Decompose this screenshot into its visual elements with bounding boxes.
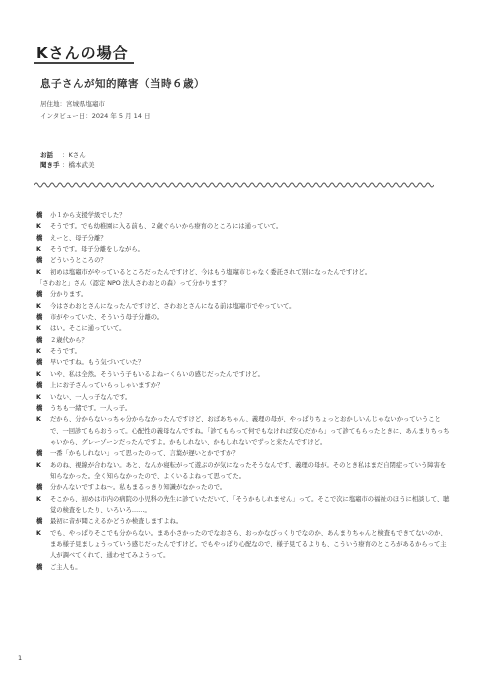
dialogue-text: そこから、初めは市内の病院の小児科の先生に診ていただいて、「そうかもしれません」って。そこで次に塩竈市の福祉のほうに相談して、聴覚の検査をしたり、いろいろ……。: [50, 495, 450, 514]
dialogue-line: [36, 392, 450, 403]
dialogue-text: 最初に音が聞こえるかどうか検査しますよね。: [50, 518, 183, 526]
dialogue-line: [36, 448, 450, 459]
speaker-label: 橋: [36, 257, 43, 265]
speaker-label: K: [36, 393, 41, 401]
dialogue-line: [36, 403, 450, 414]
dialogue-text: 分かんないですよね～。私もまるっきり知識がなかったので。: [50, 484, 227, 492]
speaker-label: K: [36, 529, 41, 537]
dialogue-line: [36, 369, 450, 380]
dialogue-text: ご主人も。: [50, 563, 82, 571]
speaker-label: 橋: [36, 314, 43, 322]
dialogue-line: [36, 210, 450, 221]
speaker-label: K: [36, 268, 41, 276]
dialogue-text: ２歳代から？: [50, 336, 88, 344]
dialogue-text: 一番「かもしれない」って思ったのって、言葉が遅いとかですか？: [50, 450, 239, 458]
dialogue-text: はい。そこに通っていて。: [50, 325, 126, 333]
speaker-label: 橋: [36, 518, 43, 526]
dialogue-line: [36, 346, 450, 357]
speaker-label: 橋: [36, 336, 43, 344]
dialogue-line: [36, 267, 450, 278]
dialogue-text: そうです。母子分離をしながら。: [50, 246, 144, 254]
speaker-label: K: [36, 302, 41, 310]
speaker-label: K: [36, 416, 41, 424]
dialogue-line: [36, 244, 450, 255]
dialogue-text: そうです。でも幼稚園に入る前も、２歳ぐらいから療育のところには通っていて。: [50, 223, 283, 231]
dialogue-line: [36, 494, 450, 517]
dialogue-text: 市がやっていた、そういう母子分離の。: [50, 314, 164, 322]
speaker-label: 橋: [36, 404, 43, 412]
dialogue-line: [36, 289, 450, 300]
dialogue-transcript: [36, 210, 450, 573]
dialogue-line: [36, 516, 450, 527]
dialogue-text: どういうところの？: [50, 257, 107, 265]
dialogue-line: [36, 380, 450, 391]
dialogue-line: [36, 278, 450, 289]
speaker-label: 橋: [36, 212, 43, 219]
residence-text: 居住地：宮城県塩竈市: [40, 100, 105, 108]
talker-row: [40, 150, 95, 160]
page-subtitle: 息子さんが知的障害（当時６歳）: [40, 78, 205, 90]
listener-row: [40, 160, 95, 170]
listener-label: 聞き手: [40, 161, 60, 169]
dialogue-text: うちも一緒です。一人っ子。: [50, 404, 132, 412]
dialogue-line: [36, 482, 450, 493]
title-underline: [34, 62, 134, 64]
dialogue-text: いや、私は全然。そういう子もいるよねーくらいの感じだったんですけど。: [50, 370, 264, 378]
speaker-label: 橋: [36, 359, 43, 367]
dialogue-line: [36, 233, 450, 244]
dialogue-text: 今はさわおとさんになったんですけど、さわおとさんになる前は塩竈市でやっていて。: [50, 302, 296, 310]
interview-date-text: インタビュー日：2024 年 5 月 14 日: [40, 112, 151, 120]
dialogue-text: そうです。: [50, 348, 81, 356]
dialogue-text: いない、一人っ子なんです。: [50, 393, 132, 401]
dialogue-line: [36, 255, 450, 266]
dialogue-line: [36, 221, 450, 232]
speaker-info: [40, 150, 95, 170]
speaker-label: 橋: [36, 291, 43, 299]
dialogue-text: 早いですね。もう気づいていた？: [50, 359, 145, 367]
dialogue-line: [36, 528, 450, 562]
dialogue-text: でも、やっぱりそこでも分からない。まあ小さかったのでなおさら、おっかなびっくりでなのか、あんまりちゃんと検査もできてないのか、まあ様子見ましょうっていう感じだったんですけど。でもやっぱり心配なので、様子見てるよりも、こういう療育のところがあるからって主人が調べてくれて、通わせてみようって。: [50, 529, 447, 560]
dialogue-line: [36, 460, 450, 483]
page-title: Kさんの場合: [36, 44, 129, 62]
dialogue-line: [36, 414, 450, 448]
speaker-label: K: [36, 246, 41, 254]
wavy-divider: [34, 180, 434, 190]
dialogue-line: [36, 357, 450, 368]
dialogue-line: [36, 335, 450, 346]
dialogue-text: 分かります。: [50, 291, 88, 299]
dialogue-line: [36, 312, 450, 323]
dialogue-text: 小１から支援学級でした？: [50, 212, 126, 219]
speaker-label: K: [36, 370, 41, 378]
speaker-label: 橋: [36, 234, 43, 242]
speaker-label: K: [36, 223, 41, 231]
speaker-label: 橋: [36, 484, 43, 492]
talker-label: お話: [40, 151, 53, 159]
speaker-label: K: [36, 461, 41, 469]
speaker-label: 橋: [36, 563, 43, 571]
page-number: 1: [18, 654, 23, 662]
speaker-label: 橋: [36, 382, 43, 390]
listener-name: ：橋本武美: [62, 161, 95, 169]
speaker-label: K: [36, 495, 41, 503]
dialogue-text: 上にお子さんっていらっしゃいますか？: [50, 382, 164, 390]
dialogue-line: [36, 562, 450, 573]
dialogue-line: [36, 323, 450, 334]
dialogue-text: えーと、母子分離？: [50, 234, 107, 242]
dialogue-line: [36, 301, 450, 312]
speaker-label: K: [36, 348, 41, 356]
talker-name: ：Kさん: [62, 151, 86, 159]
dialogue-text: 「さわおと」さん（認定 NPO 法人さわおとの森）って分かります？: [36, 280, 230, 288]
speaker-label: K: [36, 325, 41, 333]
speaker-label: 橋: [36, 450, 43, 458]
dialogue-text: あのね、視線が合わない。あと、なんか寝転がって遊ぶのが気になったそうなんです、義理の母が。そのとき私はまだ自閉症っていう障害を知らなかった。全く知らなかったので、よくいるよねって思ってた。: [50, 461, 447, 480]
dialogue-text: だから、分からないっちゃ分からなかったんですけど、おばあちゃん、義理の母が、やっぱりちょっとおかしいんじゃないかっていうことで、一回診てもらおうって。心配性の義母なんですね。「診てもらって何でもなければ安心だから」って診てもらったときに、あんまりちっちゃいから、グレーゾーンだったんですよ。かもしれない、かもしれないでずっと来たんですけど。: [50, 416, 450, 446]
dialogue-text: 初めは塩竈市がやっているところだったんですけど、今はもう塩竈市じゃなく委託されて別になったんですけど。: [50, 268, 372, 276]
